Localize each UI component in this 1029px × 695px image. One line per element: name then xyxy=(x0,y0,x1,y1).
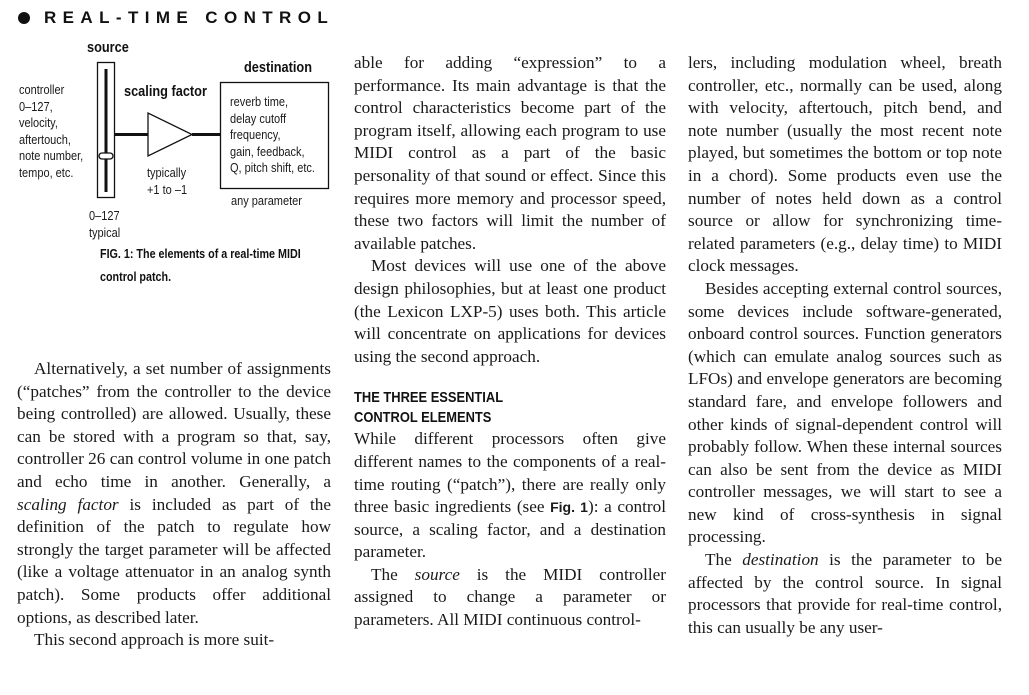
source-inputs-list: controller 0–127, velocity, aftertouch, note number, tempo, etc. xyxy=(19,83,84,180)
paragraph: Most devices will use one of the above design philosophies, but at least one product (the Lexicon LXP-5) uses both. This article will concentrate on applications for devices using the second approach. xyxy=(354,256,666,366)
article-column-3 xyxy=(688,52,1002,639)
amplifier-triangle xyxy=(148,113,192,156)
paragraph: Alternatively, a set number of assignments (“patches” from the controller to the device being controlled) are allowed. Usually, these can be stored with a program so that, say, controller 26 can control volume in one patch and echo time in another. Generally, a scaling factor is included as part of the definition of the patch to regulate how strongly the target parameter will be affected (like a voltage attenuator in an analog synth patch). Some products offer additional options, as described later. xyxy=(17,359,331,627)
article-column-1 xyxy=(17,358,331,652)
section-title xyxy=(18,8,334,28)
paragraph: While different processors often give different names to the components of a real-time routing (“patch”), there are really only three basic ingredients (see Fig. 1): a control source, a scaling factor, and a destination parameter. xyxy=(354,429,666,562)
figure-reference: Fig. 1 xyxy=(550,499,588,516)
scaling-range-label: typically +1 to –1 xyxy=(147,166,188,197)
scaling-factor-header: scaling factor xyxy=(124,83,207,100)
paragraph: lers, including modulation wheel, breath controller, etc., normally can be used, along with velocity, aftertouch, pitch bend, and note number (usually the most recent note played, but sometimes the bottom or top note in a chord). Some products even use the number of notes held down as a control source or allow for synchronizing time-related parameters (e.g., delay time) to MIDI clock messages. xyxy=(688,53,1002,276)
destination-items-list: reverb time, delay cutoff frequency, gain, feedback, Q, pitch shift, etc. xyxy=(230,95,315,175)
subheading: THE THREE ESSENTIAL CONTROL ELEMENTS xyxy=(354,389,504,427)
italic-term: destination xyxy=(742,550,819,570)
paragraph: This second approach is more suit- xyxy=(34,630,275,650)
figure-caption: FIG. 1: The elements of a real-time MIDI control patch. xyxy=(100,247,301,284)
paragraph: Besides accepting external control sources, some devices include software-generated, onboard control sources. Function generators (which can emulate analog sources such as LFOs) and envelope generators are becoming standard fare, and envelope followers and other kinds of signal-dependent control will probably follow. When these internal sources can also be sent from the device as MIDI controller messages, we will start to see a new kind of cross-synthesis in signal processing. xyxy=(688,278,1002,547)
bullet-icon xyxy=(18,12,30,24)
source-range-label: 0–127 typical xyxy=(89,209,121,240)
paragraph: The source is the MIDI controller assigned to change a parameter or parameters. All MIDI continuous control- xyxy=(354,564,666,630)
destination-header: destination xyxy=(244,59,313,76)
paragraph: The destination is the parameter to be affected by the control source. In signal processors that provide for real-time control, this can usually be any user- xyxy=(688,550,1002,637)
italic-term: source xyxy=(414,564,460,584)
slider-handle xyxy=(99,153,113,159)
italic-term: scaling factor xyxy=(17,494,119,514)
destination-note: any parameter xyxy=(231,194,302,208)
article-column-2 xyxy=(354,52,666,632)
section-title-text: REAL-TIME CONTROL xyxy=(44,8,335,27)
source-header: source xyxy=(87,39,129,56)
paragraph: able for adding “expression” to a performance. Its main advantage is that the control characteristics become part of the program itself, allowing each program to use MIDI control as a part of the basic personality of that sound or effect. Since this requires more memory and processor speed, these two factors will limit the number of available patches. xyxy=(354,53,666,253)
